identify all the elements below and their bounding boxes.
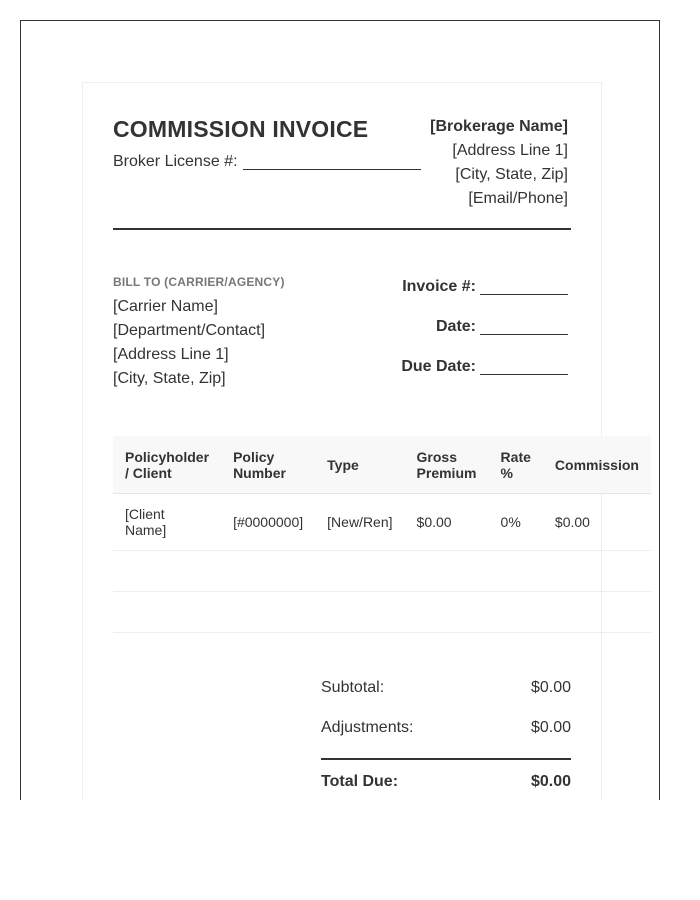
totals-section [321, 676, 571, 800]
table-cell: 0% [489, 494, 543, 551]
brokerage-city: [City, State, Zip] [455, 166, 568, 183]
adjustments-value: $0.00 [530, 719, 571, 736]
due-date-label: Due Date: [401, 358, 476, 375]
line-items-table [113, 436, 651, 633]
total-due-row [321, 770, 571, 800]
total-due-label: Total Due: [321, 773, 399, 790]
table-cell: $0.00 [405, 494, 489, 551]
total-due-value: $0.00 [530, 773, 571, 790]
table-row [113, 494, 651, 551]
header-divider [113, 228, 571, 230]
broker-license-blank [243, 151, 421, 170]
table-header-row [113, 436, 651, 494]
invoice-number-label: Invoice #: [402, 278, 476, 295]
bill-to-address [113, 295, 265, 391]
table-row-empty [113, 551, 651, 592]
brokerage-address: [Address Line 1] [452, 142, 568, 159]
brokerage-contact: [Email/Phone] [468, 190, 568, 207]
date-label: Date: [435, 318, 476, 335]
due-date-blank [480, 358, 568, 375]
subtotal-row [321, 676, 571, 716]
bill-to-line: [City, State, Zip] [113, 370, 226, 387]
bill-to-line: [Department/Contact] [113, 322, 266, 339]
bill-to-line: [Carrier Name] [113, 298, 218, 315]
bill-to-line: [Address Line 1] [113, 346, 229, 363]
page-frame [20, 20, 660, 800]
column-header: Commission [543, 436, 651, 494]
column-header: Policy Number [221, 436, 315, 494]
column-header: Rate % [489, 436, 543, 494]
adjustments-row [321, 716, 571, 756]
invoice-title: COMMISSION INVOICE [113, 116, 369, 142]
due-date-row [401, 358, 568, 398]
brokerage-info [430, 115, 568, 211]
column-header: Gross Premium [405, 436, 489, 494]
date-blank [480, 318, 568, 335]
column-header: Type [315, 436, 404, 494]
invoice-number-row [401, 278, 568, 318]
subtotal-label: Subtotal: [321, 679, 385, 696]
invoice-meta [401, 278, 568, 398]
table-cell: [#0000000] [221, 494, 315, 551]
bill-to-heading: BILL TO (CARRIER/AGENCY) [113, 275, 285, 289]
table-cell: $0.00 [543, 494, 651, 551]
subtotal-value: $0.00 [530, 679, 571, 696]
totals-divider [321, 758, 571, 760]
broker-license [113, 151, 421, 171]
adjustments-label: Adjustments: [321, 719, 414, 736]
table-cell: [New/Ren] [315, 494, 404, 551]
table-row-empty [113, 592, 651, 633]
column-header: Policyholder / Client [113, 436, 221, 494]
brokerage-name: [Brokerage Name] [430, 118, 568, 135]
table-cell: [Client Name] [113, 494, 221, 551]
date-row [401, 318, 568, 358]
broker-license-label: Broker License #: [113, 153, 238, 170]
invoice-number-blank [480, 278, 568, 295]
